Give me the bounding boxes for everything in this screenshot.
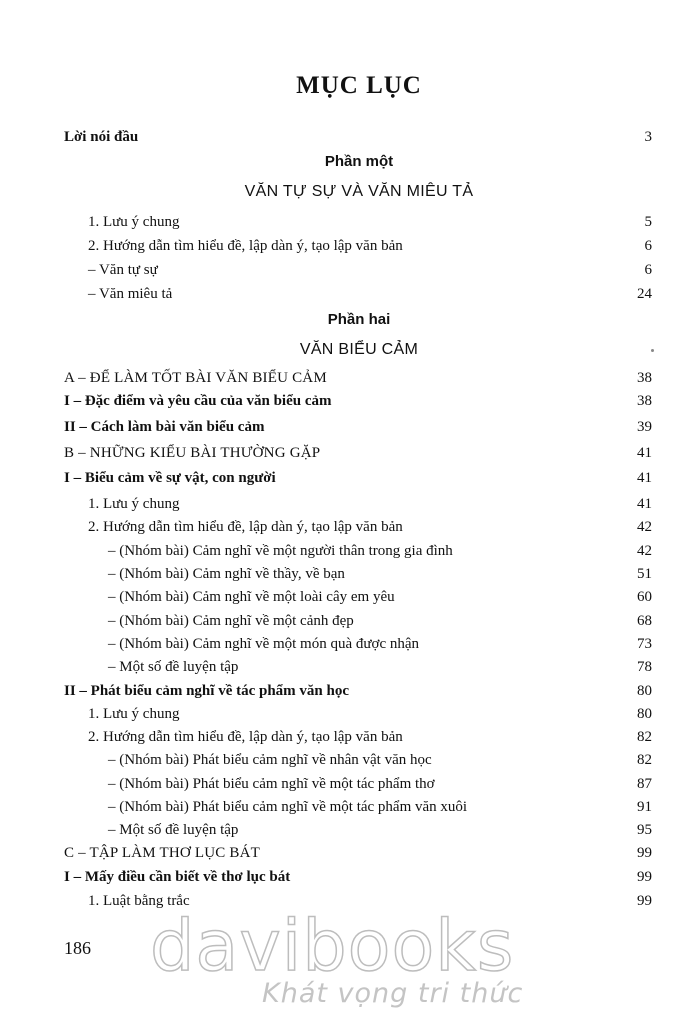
- toc-entry-label: 1. Lưu ý chung: [88, 214, 180, 230]
- toc-entry-label: – (Nhóm bài) Phát biểu cảm nghĩ về một tác phẩm thơ: [108, 776, 435, 792]
- toc-entry-page: 3: [644, 129, 652, 145]
- toc-entry: [0, 749, 700, 771]
- toc-entry-label: I – Biểu cảm về sự vật, con người: [64, 470, 276, 486]
- toc-entry-page: 39: [637, 419, 652, 435]
- toc-entry-label: – (Nhóm bài) Cảm nghĩ về một người thân trong gia đình: [108, 543, 453, 559]
- toc-entry-label: 1. Lưu ý chung: [88, 706, 180, 722]
- toc-entry-page: 95: [637, 822, 652, 838]
- toc-entry: [0, 516, 700, 538]
- toc-entry-page: 99: [637, 845, 652, 861]
- toc-entry-page: 82: [637, 729, 652, 745]
- toc-entry-label: C – TẬP LÀM THƠ LỤC BÁT: [64, 845, 261, 861]
- toc-entry-label: 1. Lưu ý chung: [88, 496, 180, 512]
- toc-entry-page: 68: [637, 613, 652, 629]
- toc-entry-label: 1. Luật bằng trắc: [88, 893, 190, 909]
- toc-entry-label: – (Nhóm bài) Cảm nghĩ về một loài cây em yêu: [108, 589, 395, 605]
- toc-entry-page: 41: [637, 470, 652, 486]
- toc-entry-label: – Văn miêu tả: [88, 286, 173, 302]
- toc-entry-label: – Một số đề luyện tập: [108, 822, 239, 838]
- toc-entry-page: 5: [644, 214, 652, 230]
- toc-entry-page: 6: [644, 238, 652, 254]
- toc-entry-label: – (Nhóm bài) Phát biểu cảm nghĩ về một tác phẩm văn xuôi: [108, 799, 468, 815]
- toc-entry: [0, 493, 700, 515]
- toc-entry: [0, 866, 700, 888]
- toc-entry: [0, 703, 700, 725]
- toc-entry-label: 2. Hướng dẫn tìm hiểu đề, lập dàn ý, tạo lập văn bản: [88, 519, 403, 535]
- toc-entry: [0, 540, 700, 562]
- toc-entry-page: 42: [637, 519, 652, 535]
- watermark-brand: davibooks: [150, 905, 515, 987]
- toc-entry: [0, 467, 700, 489]
- toc-entry: [0, 235, 700, 257]
- toc-entry: [0, 259, 700, 281]
- toc-entry-page: 99: [637, 869, 652, 885]
- toc-entry: [0, 211, 700, 233]
- toc-entry: [0, 390, 700, 412]
- toc-entry: [0, 367, 700, 389]
- toc-entry-label: II – Cách làm bài văn biểu cảm: [64, 419, 265, 435]
- toc-entry-page: 60: [637, 589, 652, 605]
- toc-entry: [0, 563, 700, 585]
- toc-entry: [0, 726, 700, 748]
- toc-entry: [0, 283, 700, 305]
- part-two-title: VĂN BIỂU CẢM: [299, 341, 419, 358]
- toc-entry-label: – (Nhóm bài) Cảm nghĩ về thầy, về bạn: [108, 566, 345, 582]
- toc-entry-page: 80: [637, 706, 652, 722]
- toc-entry-label: A – ĐỂ LÀM TỐT BÀI VĂN BIỂU CẢM: [64, 370, 327, 386]
- toc-entry: [0, 773, 700, 795]
- toc-entry-label: I – Đặc điểm và yêu cầu của văn biểu cảm: [64, 393, 332, 409]
- watermark-tagline: Khát vọng tri thức: [262, 978, 524, 1009]
- toc-entry: [0, 442, 700, 464]
- toc-entry-page: 38: [637, 393, 652, 409]
- toc-entry: [0, 416, 700, 438]
- toc-entry-page: 82: [637, 752, 652, 768]
- toc-entry-page: 80: [637, 683, 652, 699]
- toc-entry-label: – Một số đề luyện tập: [108, 659, 239, 675]
- toc-entry-page: 41: [637, 445, 652, 461]
- part-one-label: Phần một: [324, 153, 394, 170]
- toc-entry-page: 87: [637, 776, 652, 792]
- toc-entry: [0, 796, 700, 818]
- toc-entry-page: 38: [637, 370, 652, 386]
- toc-entry-label: 2. Hướng dẫn tìm hiểu đề, lập dàn ý, tạo lập văn bản: [88, 238, 403, 254]
- toc-entry: [0, 633, 700, 655]
- part-two-label: Phần hai: [327, 311, 391, 328]
- part-one-title: VĂN TỰ SỰ VÀ VĂN MIÊU TẢ: [244, 183, 474, 200]
- toc-entry-page: 78: [637, 659, 652, 675]
- toc-entry-page: 51: [637, 566, 652, 582]
- toc-entry-label: – (Nhóm bài) Cảm nghĩ về một cảnh đẹp: [108, 613, 354, 629]
- toc-entry-intro: [0, 126, 700, 148]
- toc-entry-label: Lời nói đầu: [64, 129, 139, 145]
- toc-entry: [0, 656, 700, 678]
- toc-entry-page: 24: [637, 286, 652, 302]
- scan-dot: [651, 349, 654, 352]
- toc-entry: [0, 680, 700, 702]
- toc-entry: [0, 842, 700, 864]
- toc-entry: [0, 586, 700, 608]
- toc-entry-label: I – Mấy điều cần biết về thơ lục bát: [64, 869, 291, 885]
- toc-entry-page: 99: [637, 893, 652, 909]
- toc-entry: [0, 819, 700, 841]
- toc-entry-page: 73: [637, 636, 652, 652]
- page-number: 186: [64, 938, 91, 958]
- toc-entry-page: 6: [644, 262, 652, 278]
- toc-entry-page: 42: [637, 543, 652, 559]
- toc-entry-label: – (Nhóm bài) Phát biểu cảm nghĩ về nhân vật văn học: [108, 752, 432, 768]
- toc-entry-label: – Văn tự sự: [88, 262, 158, 278]
- toc-entry-page: 91: [637, 799, 652, 815]
- toc-entry-page: 41: [637, 496, 652, 512]
- toc-entry-label: B – NHỮNG KIỂU BÀI THƯỜNG GẶP: [64, 445, 321, 461]
- toc-entry-label: II – Phát biểu cảm nghĩ về tác phẩm văn học: [64, 683, 350, 699]
- toc-entry: [0, 610, 700, 632]
- page-title: MỤC LỤC: [296, 72, 422, 99]
- toc-entry-label: – (Nhóm bài) Cảm nghĩ về một món quà được nhận: [108, 636, 420, 652]
- toc-entry-label: 2. Hướng dẫn tìm hiểu đề, lập dàn ý, tạo lập văn bản: [88, 729, 403, 745]
